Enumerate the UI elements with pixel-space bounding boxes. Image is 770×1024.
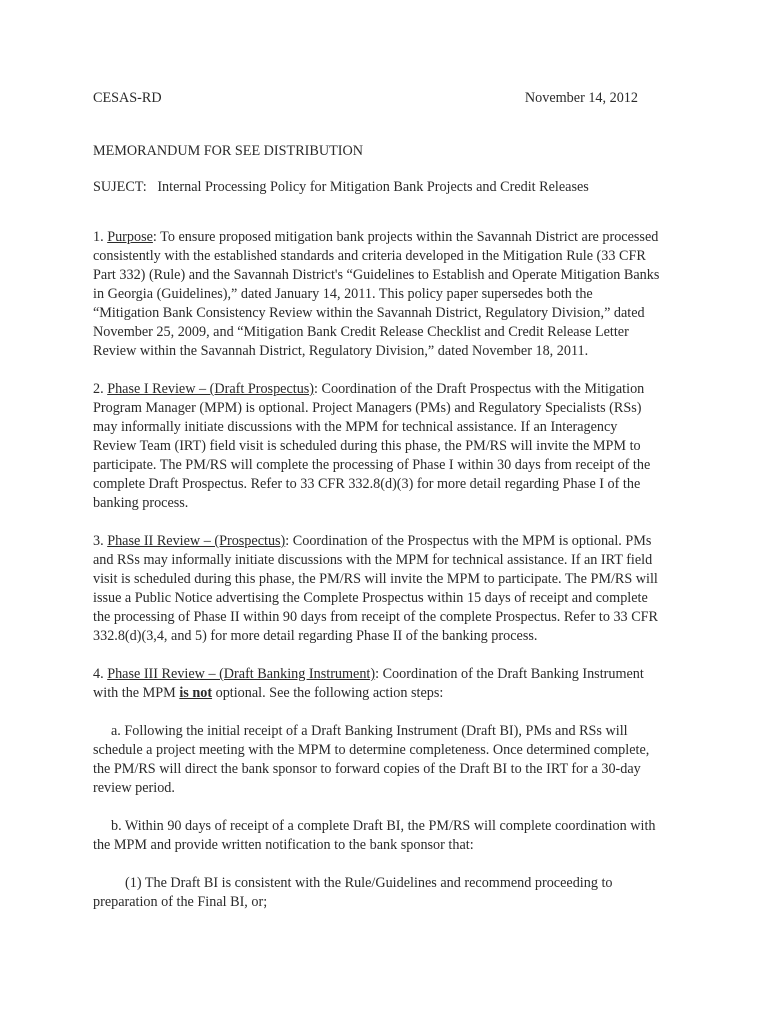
subparagraph-b: b. Within 90 days of receipt of a complete Draft BI, the PM/RS will complete coordination with the MPM and provide written notification to the bank sponsor that: [93,818,656,853]
subparagraph-b-1: (1) The Draft BI is consistent with the Rule/Guidelines and recommend proceeding to preparation of the Final BI, or; [93,875,613,910]
paragraph-heading: Phase II Review – (Prospectus) [107,533,286,549]
paragraph-text: : Coordination of the Prospectus with the MPM is optional. PMs and RSs may informally initiate discussions with the MPM for technical assistance. If an IRT field visit is scheduled during this phase, the PM/RS will invite the MPM to participate. The PM/RS will issue a Public Notice advertising the Complete Prospectus within 15 days of receipt and complete the processing of Phase II within 90 days from receipt of the complete Prospectus. Refer to 33 CFR 332.8(d)(3,4, and 5) for more detail regarding Phase II of the banking process. [93,533,659,644]
emphasis-is-not: is not [179,685,213,701]
paragraph-number: 2. [93,381,104,397]
paragraph-phase-3 [93,665,661,703]
paragraph-text: : To ensure proposed mitigation bank projects within the Savannah District are processed consistently with the established standards and criteria developed in the Mitigation Rule (33 CFR Part 332) (Rule) and the Savannah District's “Guidelines to Establish and Operate Mitigation Banks in Georgia (Guidelines),” dated January 14, 2011. This policy paper supersedes both the “Mitigation Bank Consistency Review within the Savannah District, Regulatory Division,” dated November 25, 2009, and “Mitigation Bank Credit Release Checklist and Credit Release Letter Review within the Savannah District, Regulatory Division,” dated November 18, 2011. [93,229,660,359]
paragraph-number: 3. [93,533,104,549]
paragraph-phase-1 [93,380,661,513]
subparagraph-a: a. Following the initial receipt of a Draft Banking Instrument (Draft BI), PMs and RSs will schedule a project meeting with the MPM to determine completeness. Once determined complete, the PM/RS will direct the bank sponsor to forward copies of the Draft BI to the IRT for a 30-day review period. [93,723,650,796]
paragraph-text: optional. See the following action steps: [212,685,444,701]
subject-label: SUJECT: [93,179,147,195]
paragraph-heading: Phase I Review – (Draft Prospectus) [107,381,315,397]
paragraph-heading: Phase III Review – (Draft Banking Instrument) [107,666,376,682]
paragraph-number: 1. [93,229,104,245]
paragraph-number: 4. [93,666,104,682]
office-symbol: CESAS-RD [93,90,162,106]
paragraph-phase-2 [93,532,661,646]
paragraph-heading: Purpose [107,229,153,245]
memo-header [93,89,638,108]
memo-body [93,228,661,931]
memo-date: November 14, 2012 [524,90,638,106]
paragraph-text: : Coordination of the Draft Banking Instrument with the MPM [93,666,644,701]
subject-text: Internal Processing Policy for Mitigation Bank Projects and Credit Releases [157,179,589,195]
subject-line [93,178,693,197]
paragraph-purpose [93,228,661,361]
memo-for-line: MEMORANDUM FOR SEE DISTRIBUTION [93,143,363,159]
paragraph-text: : Coordination of the Draft Prospectus with the Mitigation Program Manager (MPM) is optional. Project Managers (PMs) and Regulatory Specialists (RSs) may informally initiate discussions with the MPM for technical assistance. If an Interagency Review Team (IRT) field visit is scheduled during this phase, the PM/RS will invite the MPM to participate. The PM/RS will complete the processing of Phase I within 30 days from receipt of the complete Draft Prospectus. Refer to 33 CFR 332.8(d)(3) for more detail regarding Phase I of the banking process. [93,381,651,511]
